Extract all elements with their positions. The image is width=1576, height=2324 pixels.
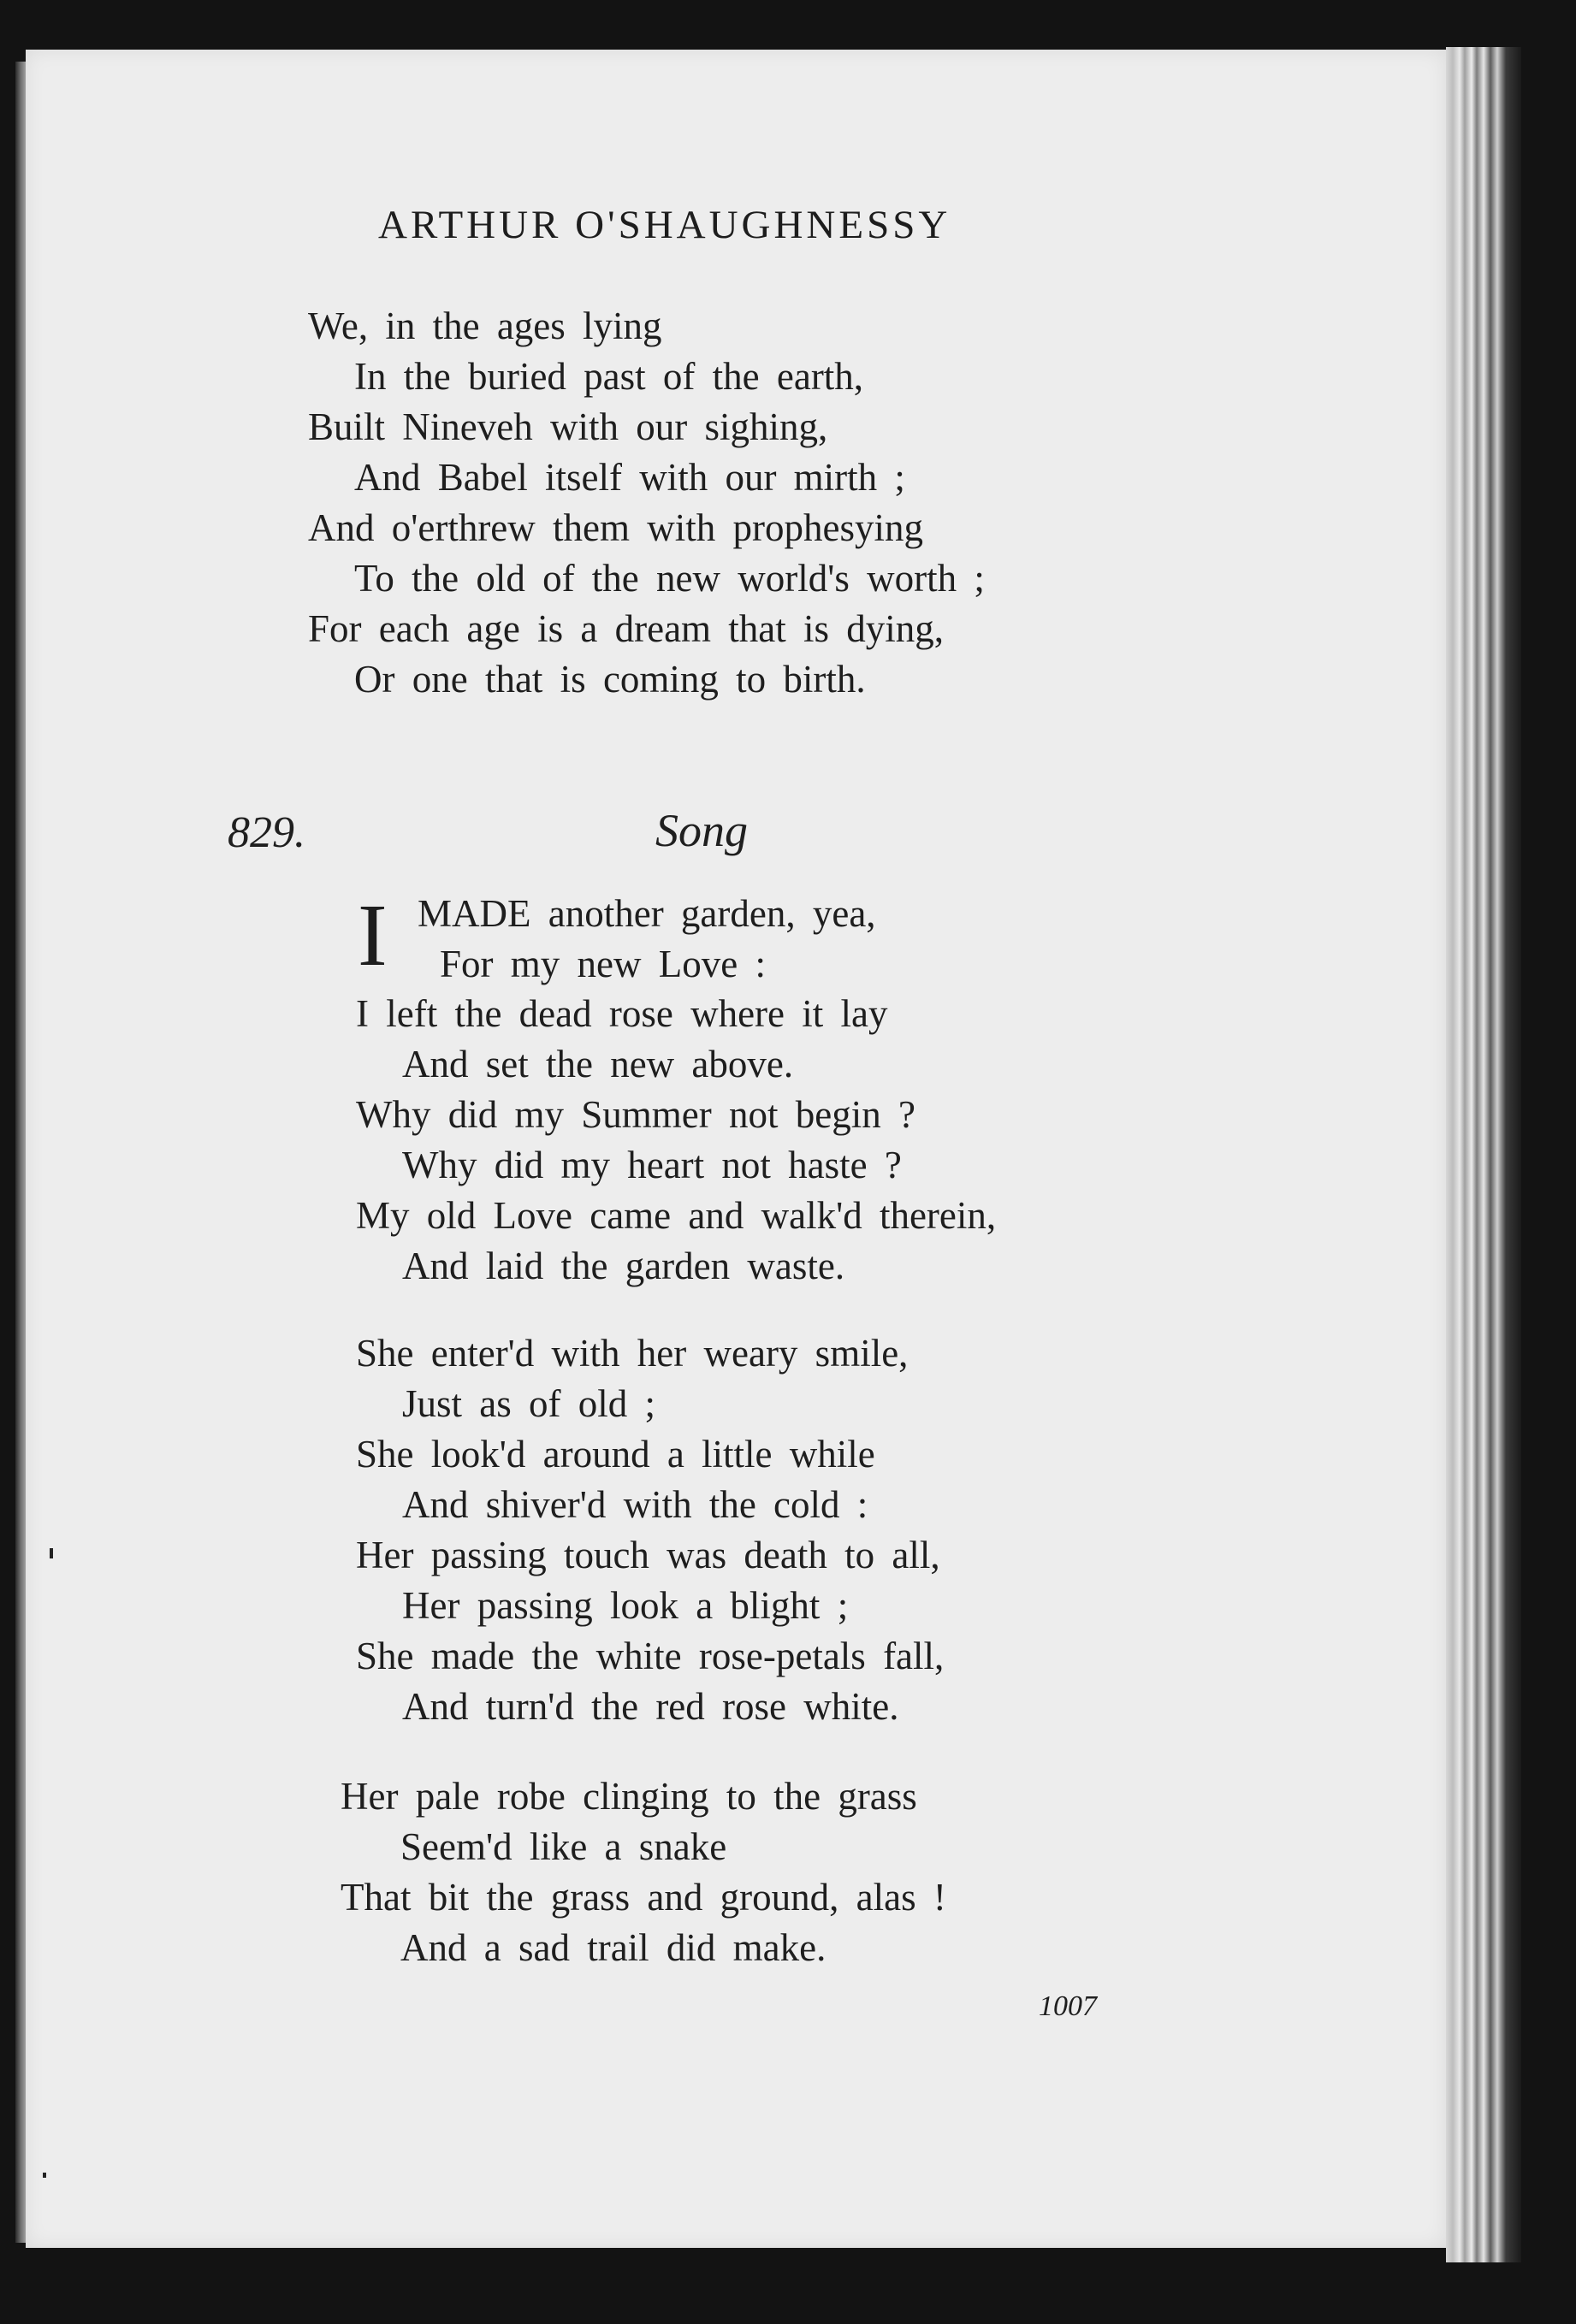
verse-line: And turn'd the red rose white. [402, 1685, 899, 1728]
running-header: ARTHUR O'SHAUGHNESSY [378, 203, 951, 247]
verse-line: We, in the ages lying [308, 305, 662, 347]
poem-number: 829. [228, 808, 305, 857]
stanza-one [308, 301, 985, 705]
verse-line: And Babel itself with our mirth ; [354, 456, 905, 499]
verse-line: She enter'd with her weary smile, [356, 1332, 909, 1375]
verse-line: Her passing look a blight ; [402, 1584, 849, 1627]
page-right-edge [1446, 47, 1521, 2262]
verse-line: In the buried past of the earth, [354, 355, 864, 398]
verse-line: MADE another garden, yea, [418, 892, 876, 935]
verse-line: For each age is a dream that is dying, [308, 607, 945, 650]
poem-title: Song [655, 805, 748, 856]
verse-line: She look'd around a little while [356, 1433, 875, 1475]
verse-line: Or one that is coming to birth. [354, 658, 866, 701]
verse-line: And set the new above. [402, 1043, 794, 1085]
page-number: 1007 [1039, 1990, 1097, 2022]
verse-line: Just as of old ; [402, 1382, 656, 1425]
verse-line: And a sad trail did make. [400, 1926, 827, 1969]
verse-line: My old Love came and walk'd therein, [356, 1194, 997, 1237]
verse-line: Her passing touch was death to all, [356, 1534, 940, 1576]
stanza-two [356, 989, 996, 1292]
verse-line: Why did my heart not haste ? [402, 1144, 902, 1186]
verse-line: Built Nineveh with our sighing, [308, 405, 828, 448]
verse-line: I left the dead rose where it lay [356, 992, 888, 1035]
verse-line: Her pale robe clinging to the grass [341, 1775, 917, 1818]
margin-speck [50, 1548, 53, 1558]
verse-line: That bit the grass and ground, alas ! [341, 1876, 946, 1919]
verse-line: Seem'd like a snake [400, 1825, 727, 1868]
verse-line: Why did my Summer not begin ? [356, 1093, 915, 1136]
verse-line: To the old of the new world's worth ; [354, 557, 985, 600]
verse-line: And shiver'd with the cold : [402, 1483, 868, 1526]
verse-line: For my new Love : [440, 943, 766, 985]
drop-cap: I [358, 886, 388, 985]
stanza-three [356, 1328, 944, 1732]
verse-line: And laid the garden waste. [402, 1245, 845, 1287]
margin-speck [43, 2173, 46, 2178]
stanza-four [341, 1771, 946, 1973]
verse-line: And o'erthrew them with prophesying [308, 506, 923, 549]
verse-line: She made the white rose-petals fall, [356, 1635, 945, 1677]
